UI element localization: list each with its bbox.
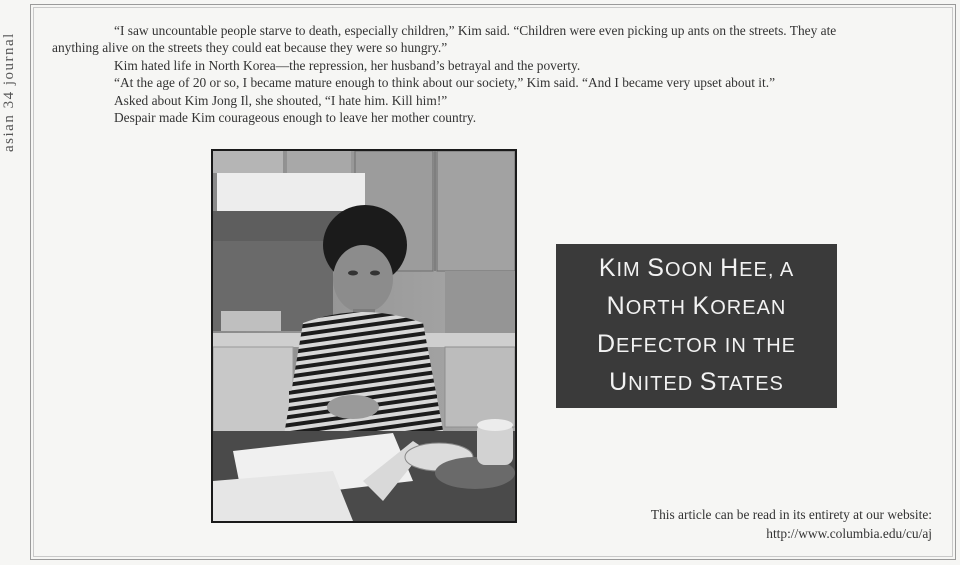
article-paragraph: Asked about Kim Jong Il, she shouted, “I hate him. Kill him!” <box>114 92 448 108</box>
article-body <box>52 22 932 126</box>
website-url[interactable]: http://www.columbia.edu/cu/aj <box>766 526 932 541</box>
website-note <box>651 505 932 543</box>
website-note-text: This article can be read in its entirety at our website: <box>650 507 932 522</box>
article-paragraph: anything alive on the streets they could eat because they were so hungry.” <box>52 40 448 56</box>
article-paragraph: “I saw uncountable people starve to death, especially children,” Kim said. “Children were even picking up ants on the streets. They ate <box>114 23 837 38</box>
article-photo <box>211 149 517 523</box>
caption-line: KIM SOON HEE, A <box>598 254 795 282</box>
article-paragraph: Kim hated life in North Korea—the repression, her husband’s betrayal and the poverty. <box>114 57 581 73</box>
caption-line: UNITED STATES <box>609 368 784 396</box>
publication-side-label: asian 34 journal <box>1 32 17 152</box>
photo-caption-box <box>556 244 837 408</box>
photo-woman-at-table <box>213 151 515 521</box>
caption-line: NORTH KOREAN <box>606 292 787 320</box>
article-paragraph: Despair made Kim courageous enough to leave her mother country. <box>114 110 477 126</box>
caption-line: DEFECTOR IN THE <box>596 330 796 358</box>
article-paragraph: “At the age of 20 or so, I became mature enough to think about our society,” Kim said. “And I became very upset about it.” <box>114 75 776 91</box>
